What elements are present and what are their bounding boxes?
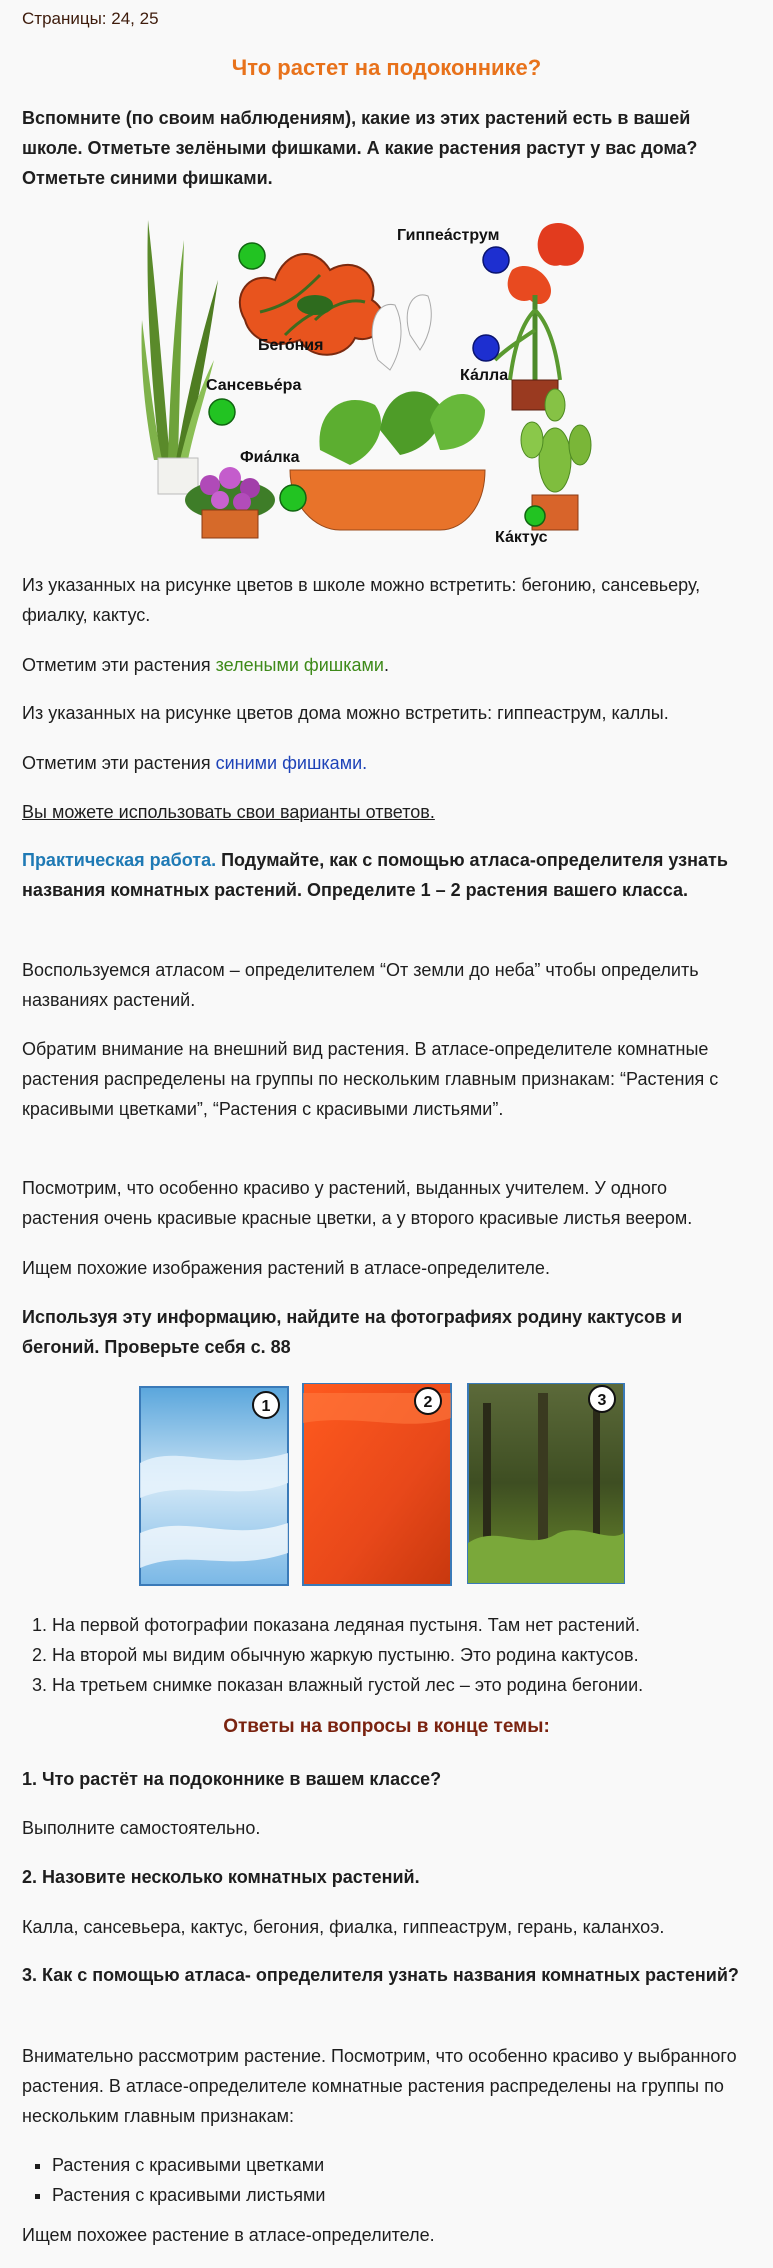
list-item: 3. На третьем снимке показан влажный густой лес – это родина бегонии. xyxy=(52,1670,773,1700)
answer-2: Калла, сансевьера, кактус, бегония, фиалка, гиппеаструм, герань, каланхоэ. xyxy=(22,1917,665,1937)
list-item: ▪ Растения с красивыми цветками xyxy=(52,2150,773,2180)
own-variants-note: Вы можете использовать свои варианты ответов. xyxy=(22,802,435,822)
blue-chip-kalla xyxy=(473,335,499,361)
label-gippeastrum: Гиппеа́струм xyxy=(397,227,500,244)
green-chip-fialka xyxy=(280,485,306,511)
photo-number-1: 1 xyxy=(261,1398,271,1415)
photo-rainforest xyxy=(468,1383,624,1583)
label-sansevera: Сансевье́ра xyxy=(206,377,302,394)
photo-answers-list xyxy=(22,1610,773,1700)
list-item: ▪ Растения с красивыми листьями xyxy=(52,2180,773,2210)
practical-p4: Ищем похожие изображения растений в атласе-определителе. xyxy=(22,1258,550,1278)
pages-reference: Страницы: 24, 25 xyxy=(22,9,159,28)
photo-number-3: 3 xyxy=(597,1392,607,1409)
mark-blue-line: Отметим эти растения синими фишками. xyxy=(22,753,368,773)
page-title: Что растет на подоконнике? xyxy=(231,55,542,80)
question-3: 3. Как с помощью атласа- определителя узнать названия комнатных растений? xyxy=(22,1965,739,1985)
practical-p1: Воспользуемся атласом – определителем “От земли до неба” чтобы определить названиях растений. xyxy=(22,960,699,1010)
label-kaktus: Ка́ктус xyxy=(495,529,548,546)
green-chip-begonia xyxy=(239,243,265,269)
plants-illustration xyxy=(140,210,640,550)
answer-3: Внимательно рассмотрим растение. Посмотрим, что особенно красиво у выбранного растения. В атласе-определителе комнатные растения распределены на группы по нескольким главным признакам: xyxy=(22,2046,737,2126)
answer-home-plants: Из указанных на рисунке цветов дома можно встретить: гиппеаструм, каллы. xyxy=(22,703,669,723)
hippeastrum-plant xyxy=(495,223,584,410)
answer-3-list xyxy=(22,2150,773,2210)
label-fialka: Фиа́лка xyxy=(240,449,300,466)
practical-p2: Обратим внимание на внешний вид растения. В атласе-определителе комнатные растения распределены на группы по нескольким главным признакам: “Растения с красивыми цветками”, “Растения с красивыми листьями”. xyxy=(22,1039,719,1119)
photo-number-2: 2 xyxy=(423,1394,433,1411)
label-kalla: Ка́лла xyxy=(460,367,509,384)
green-chip-kaktus xyxy=(525,506,545,526)
photo-hot-desert xyxy=(303,1383,451,1585)
task1-question: Вспомните (по своим наблюдениям), какие из этих растений есть в вашей школе. Отметьте зелёными фишками. А какие растения растут у вас дома? Отметьте синими фишками. xyxy=(22,108,698,188)
habitat-photos xyxy=(138,1383,628,1588)
blue-chip-gippeastrum xyxy=(483,247,509,273)
answers-heading: Ответы на вопросы в конце темы: xyxy=(223,1716,550,1737)
mark-green-line: Отметим эти растения зелеными фишками. xyxy=(22,655,389,675)
list-item: 1. На первой фотографии показана ледяная пустыня. Там нет растений. xyxy=(52,1610,773,1640)
photo-ice-desert xyxy=(140,1387,288,1585)
green-chip-sansevera xyxy=(209,399,235,425)
question-1: 1. Что растёт на подоконнике в вашем классе? xyxy=(22,1769,442,1789)
practical-work-question: Практическая работа. Подумайте, как с помощью атласа-определителя узнать названия комнатных растений. Определите 1 – 2 растения вашего класса. xyxy=(22,850,728,900)
answer-1: Выполните самостоятельно. xyxy=(22,1818,261,1838)
sansevieria-plant xyxy=(142,220,219,494)
homeland-question: Используя эту информацию, найдите на фотографиях родину кактусов и бегоний. Проверьте себя с. 88 xyxy=(22,1307,683,1357)
practical-p3: Посмотрим, что особенно красиво у растений, выданных учителем. У одного растения очень красивые красные цветки, а у второго красивые листья веером. xyxy=(22,1178,693,1228)
list-item: 2. На второй мы видим обычную жаркую пустыню. Это родина кактусов. xyxy=(52,1640,773,1670)
answer-3-end: Ищем похожее растение в атласе-определителе. xyxy=(22,2225,435,2245)
question-2: 2. Назовите несколько комнатных растений. xyxy=(22,1867,420,1887)
answer-school-plants: Из указанных на рисунке цветов в школе можно встретить: бегонию, сансевьеру, фиалку, кактус. xyxy=(22,575,701,625)
label-begonia: Бего́ния xyxy=(258,337,324,354)
